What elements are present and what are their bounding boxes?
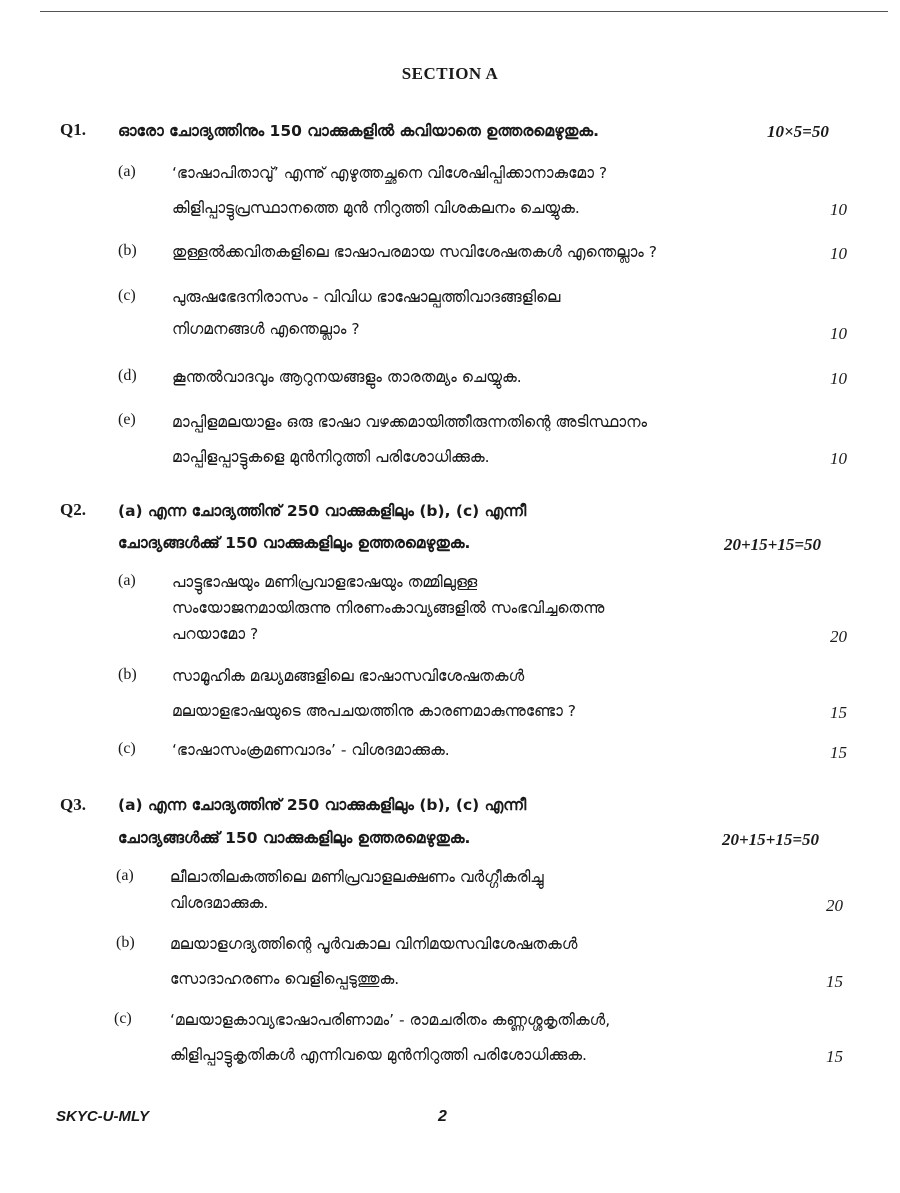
- q3-b-line-2: സോദാഹരണം വെളിപ്പെടുത്തുക.: [170, 970, 400, 988]
- q1-number: Q1.: [60, 120, 86, 139]
- q1-a-line-2: കിളിപ്പാട്ടുപ്രസ്ഥാനത്തെ മുൻ നിറുത്തി വിശകലനം ചെയ്യുക.: [172, 199, 580, 217]
- q2-b-marks: 15: [830, 703, 847, 722]
- q3-c-line-2: കിളിപ്പാട്ടുകൃതികൾ എന്നിവയെ മുൻനിറുത്തി പരിശോധിക്കുക.: [170, 1046, 587, 1064]
- q1-b-line-1: തുള്ളൽക്കവിതകളിലെ ഭാഷാപരമായ സവിശേഷതകൾ എന്തെല്ലാം ?: [172, 243, 657, 261]
- q3-number: Q3.: [60, 795, 86, 814]
- q2-c-line-1: ‘ഭാഷാസംക്രമണവാദം’ - വിശദമാക്കുക.: [172, 741, 450, 759]
- q3-a-marks: 20: [826, 896, 843, 915]
- q1-e-line-2: മാപ്പിളപ്പാട്ടുകളെ മുൻനിറുത്തി പരിശോധിക്കുക.: [172, 448, 490, 466]
- q3-instruction-line-2: ചോദ്യങ്ങൾക്കു് 150 വാക്കുകളിലും ഉത്തരമെഴുതുക.: [118, 829, 471, 847]
- section-title: SECTION A: [401, 64, 499, 83]
- q1-d-line-1: കൂന്തൽവാദവും ആറുനയങ്ങളും താരതമ്യം ചെയ്യുക.: [172, 368, 522, 386]
- q3-c-marks: 15: [826, 1047, 843, 1066]
- q3-b-line-1: മലയാളഗദ്യത്തിന്റെ പൂർവകാല വിനിമയസവിശേഷതകൾ: [170, 935, 578, 953]
- q3-b-marks: 15: [826, 972, 843, 991]
- footer-paper-code: SKYC-U-MLY: [56, 1108, 150, 1125]
- q1-e-marks: 10: [830, 449, 847, 468]
- q2-b-line-1: സാമൂഹിക മദ്ധ്യമങ്ങളിലെ ഭാഷാസവിശേഷതകൾ: [172, 667, 525, 685]
- q1-c-marks: 10: [830, 324, 847, 343]
- q2-c-label: (c): [118, 740, 136, 757]
- q2-number: Q2.: [60, 500, 86, 519]
- q2-a-line-1: പാട്ടുഭാഷയും മണിപ്രവാളഭാഷയും തമ്മിലുള്ള: [172, 573, 478, 591]
- top-rule: [40, 11, 888, 12]
- q3-a-line-1: ലീലാതിലകത്തിലെ മണിപ്രവാളലക്ഷണം വർഗ്ഗീകരിച്ചു: [170, 868, 544, 886]
- q2-c-marks: 15: [830, 743, 847, 762]
- q1-b-label: (b): [118, 242, 137, 259]
- q2-a-marks: 20: [830, 627, 847, 646]
- q2-a-label: (a): [118, 572, 136, 589]
- q1-e-label: (e): [118, 411, 136, 428]
- q3-c-line-1: ‘മലയാളകാവ്യഭാഷാപരിണാമം’ - രാമചരിതം കണ്ണശ്ശകൃതികൾ,: [170, 1011, 611, 1029]
- q3-c-label: (c): [114, 1010, 132, 1027]
- q2-a-line-3: പറയാമോ ?: [172, 625, 259, 643]
- q3-a-line-2: വിശദമാക്കുക.: [170, 894, 269, 912]
- q1-c-line-1: പുരുഷഭേദനിരാസം - വിവിധ ഭാഷോല്പത്തിവാദങ്ങളിലെ: [172, 288, 561, 306]
- q1-a-marks: 10: [830, 200, 847, 219]
- q1-e-line-1: മാപ്പിളമലയാളം ഒരു ഭാഷാ വഴക്കമായിത്തീരുന്നതിന്റെ അടിസ്ഥാനം: [172, 413, 648, 431]
- q3-instruction-line-1: (a) എന്ന ചോദ്യത്തിനു് 250 വാക്കുകളിലും (b), (c) എന്നീ: [118, 796, 527, 814]
- q3-b-label: (b): [116, 934, 135, 951]
- q1-c-label: (c): [118, 287, 136, 304]
- q3-marks: 20+15+15=50: [722, 830, 820, 849]
- q2-a-line-2: സംയോജനമായിരുന്നു നിരണംകാവ്യങ്ങളിൽ സംഭവിച്ചതെന്നു: [172, 599, 605, 617]
- q2-instruction-line-2: ചോദ്യങ്ങൾക്കു് 150 വാക്കുകളിലും ഉത്തരമെഴുതുക.: [118, 534, 471, 552]
- q1-marks: 10×5=50: [767, 122, 829, 141]
- q1-instruction: ഓരോ ചോദ്യത്തിനും 150 വാക്കുകളിൽ കവിയാതെ ഉത്തരമെഴുതുക.: [118, 122, 599, 140]
- q1-d-label: (d): [118, 367, 137, 384]
- q1-a-label: (a): [118, 163, 136, 180]
- q1-a-line-1: ‘ഭാഷാപിതാവു്’ എന്നു് എഴുത്തച്ഛനെ വിശേഷിപ്പിക്കാനാകുമോ ?: [172, 164, 608, 182]
- footer-page-number: 2: [438, 1108, 447, 1125]
- q1-b-marks: 10: [830, 244, 847, 263]
- q2-instruction-line-1: (a) എന്ന ചോദ്യത്തിനു് 250 വാക്കുകളിലും (b), (c) എന്നീ: [118, 502, 527, 520]
- q2-marks: 20+15+15=50: [724, 535, 822, 554]
- q3-a-label: (a): [116, 867, 134, 884]
- q1-d-marks: 10: [830, 369, 847, 388]
- q1-c-line-2: നിഗമനങ്ങൾ എന്തെല്ലാം ?: [172, 320, 360, 338]
- q2-b-label: (b): [118, 666, 137, 683]
- q2-b-line-2: മലയാളഭാഷയുടെ അപചയത്തിനു കാരണമാകുന്നുണ്ടോ ?: [172, 702, 577, 720]
